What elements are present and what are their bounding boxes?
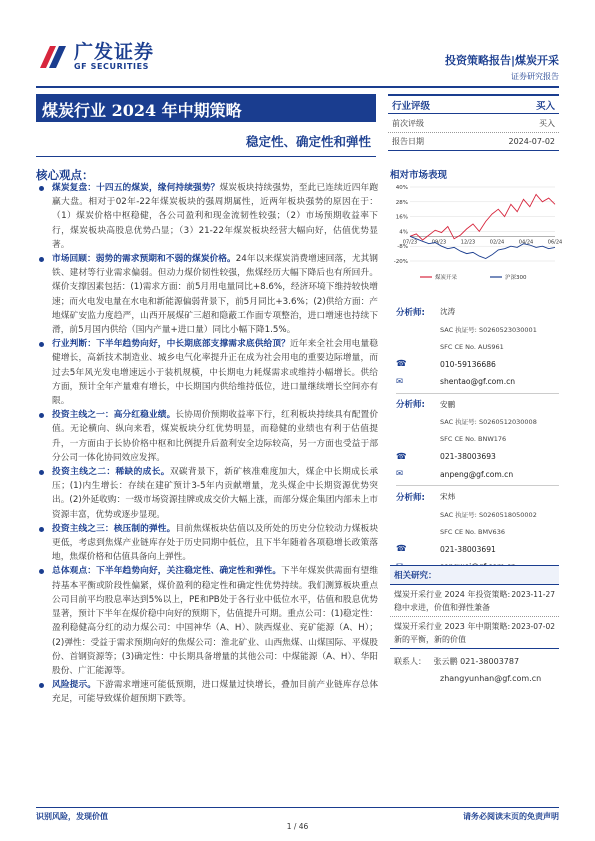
analyst-phone-row: [396, 448, 559, 466]
rating-head-label: 行业评级: [392, 100, 431, 112]
analyst-name-row: [396, 488, 559, 506]
para-heading: 行业判断：下半年趋势向好，中长期底部支撑需求底供给顶？: [52, 339, 290, 350]
analyst-role: 分析师:: [396, 492, 425, 503]
para-text: 24年以来煤炭消费增速回落，尤其钢铁、建材等行业需求偏弱。但动力煤价韧性较强，焦煤经历大幅下降后也有所回升。煤价支撑因素包括：(1)需求方面：前5月用电量同比+8.6%，经济环境下维持较快增速；而火电发电量在水电和新能源偏弱背景下，前5月同比+3.6%；(2)供给方面：产地煤矿安监力度趋严，山西开展煤矿三超和隐蔽工作面专项整治，进口增速也持续下滑，前5月国内供给（国内产量+进口量）同比小幅下降1.5%。: [52, 254, 378, 336]
gf-logo-icon: [36, 42, 70, 72]
para-text: 煤炭板块持续强势，至此已连续近四年跑赢大盘。相对于02年-22年煤炭板块的强周期属性，近两年板块强势的原因在于：（1）煤炭价格中枢稳健，各公司盈利和现金流韧性较强；（2）市场预期收益率下行，煤炭板块高股息优势凸显；（3）21-22年煤炭板块经营大幅向好，估值优势显著。: [52, 183, 379, 250]
related-item-date: 2023-11-27: [511, 590, 555, 599]
analyst-block: [396, 396, 559, 484]
mail-icon: ✉: [396, 469, 404, 480]
contact-block: [390, 648, 559, 691]
para-heading: 投资主线之一：高分红稳业绩。: [52, 410, 176, 421]
contact-email[interactable]: zhangyunhan@gf.com.cn: [440, 674, 542, 683]
analyst-role: 分析师:: [396, 307, 425, 318]
analyst-phone-row: [396, 356, 559, 374]
analyst-sac: SAC 执证号: S0260523030001: [440, 325, 537, 334]
rating-head: [388, 94, 559, 114]
analyst-role: 分析师:: [396, 400, 425, 411]
analyst-sac-row: [396, 321, 559, 339]
rating-row: [388, 114, 559, 132]
bullet-icon: [39, 257, 44, 262]
core-views: [36, 181, 378, 707]
related-item-text[interactable]: 煤炭开采行业 2023 年中期策略:新的平衡，新的价值: [394, 622, 511, 644]
rating-row-value: 2024-07-02: [508, 137, 555, 146]
analyst-sfc: SFC CE No. AUS961: [440, 342, 504, 351]
phone-icon: ☎: [396, 544, 407, 555]
rating-row: [388, 132, 559, 150]
para-text: 双碳背景下，新矿核准难度加大，煤企中长期成长承压；(1)内生增长：存续在建矿预计3-5年内贡献增量，龙头煤企中长期资源优势突出。(2)外延收购：一级市场资源挂牌或成交价大幅上涨，而部分煤企集团内部未上市资源丰富，优势或逐步显现。: [52, 467, 379, 520]
analyst-name: 安鹏: [440, 399, 456, 409]
core-paragraph: [36, 678, 378, 706]
logo-cn-text: 广发证券: [74, 41, 155, 63]
y-tick-label: 4%: [399, 229, 408, 236]
related-research: [390, 565, 559, 691]
contact-label: 联系人：: [394, 657, 426, 666]
para-text: 目前焦煤板块估值以及所处的历史分位较动力煤板块更低，考虑到焦煤产业链库存处于历史同期中低位，且下半年随着各项稳增长政策落地，焦煤价格和估值具备向上弹性。: [52, 523, 379, 563]
x-tick-label: 07/23: [402, 239, 418, 246]
page-number: 1 / 46: [286, 822, 309, 831]
para-text: 长协周价预期收益率下行，红利板块持续具有配置价值。无论横向、纵向来看，煤炭板块分红优势明显，而稳健的业绩也有利于估值提升，一方面由于长协价格中枢和比例提升后盈利安全边际较高，另一方面也受益于部分公司一体化协同效应发挥。: [52, 410, 379, 463]
analyst-sac: SAC 执证号: S0260518050002: [440, 510, 537, 519]
phone-icon: ☎: [396, 359, 407, 370]
core-paragraph: [36, 181, 378, 252]
analyst-sfc-row: [396, 523, 559, 541]
analyst-name: 宋炜: [440, 492, 456, 502]
x-tick-label: 09/23: [431, 239, 447, 246]
bullet-icon: [39, 470, 44, 475]
analyst-phone: 010-59136686: [440, 359, 496, 369]
para-heading: 煤炭复盘：十四五的煤炭，缘何持续强势？: [52, 183, 220, 193]
core-paragraph: [36, 465, 378, 522]
para-heading: 投资主线之二：稀缺的成长。: [52, 467, 170, 478]
para-text: 下游需求增速可能低预期，进口煤量过快增长，叠加目前产业链库存总体充足，可能导致煤价超预期下跌等。: [52, 680, 379, 705]
analyst-divider: [396, 393, 559, 394]
relative-performance-chart: [390, 181, 563, 285]
phone-icon: ☎: [396, 451, 407, 462]
para-heading: 风险提示。: [52, 680, 97, 691]
analyst-divider: [396, 485, 559, 486]
report-title: 煤炭行业 2024 年中期策略: [36, 94, 376, 122]
para-heading: 投资主线之三：核压制的弹性。: [52, 523, 176, 534]
para-heading: 总体观点：下半年趋势向好，关注稳定性、确定性和弹性。: [52, 566, 282, 577]
rating-row-label: 报告日期: [392, 137, 424, 146]
related-item[interactable]: [390, 585, 559, 616]
core-paragraph: [36, 564, 378, 678]
bullet-icon: [39, 413, 44, 418]
analyst-name-row: [396, 396, 559, 414]
chart-title: 相对市场表现: [390, 170, 448, 181]
x-tick-label: 02/24: [489, 239, 505, 246]
legend-label: 沪深300: [505, 275, 527, 281]
bullet-icon: [39, 342, 44, 347]
x-tick-label: 04/24: [518, 239, 534, 246]
y-tick-label: -20%: [393, 259, 408, 265]
bullet-icon: [39, 683, 44, 688]
legend-label: 煤炭开采: [435, 275, 458, 281]
subtitle-divider: [36, 156, 376, 157]
analyst-block: [396, 303, 559, 391]
analyst-sac-row: [396, 506, 559, 524]
analyst-sac-row: [396, 413, 559, 431]
rating-table: [388, 94, 559, 151]
analyst-sfc: SFC CE No. BMV636: [440, 527, 505, 536]
rating-row-label: 前次评级: [392, 118, 424, 128]
analyst-email-row: [396, 373, 559, 391]
core-paragraph: [36, 408, 378, 465]
analyst-sfc-row: [396, 338, 559, 356]
para-text: 近年来全社会用电量稳健增长，高新技术制造业、城乡电气化率提升正在成为社会用电的重要边际增量，而过去5年风光发电增速远小于装机规模，中长期电力耗煤需求或维持小幅增长。供给方面，预计全年产量难有增长，中长期国内供给维持低位，进口量继续增长空间亦有限。: [52, 339, 379, 407]
footer-divider: [36, 807, 559, 808]
related-item-date: 2023-07-02: [511, 622, 555, 631]
y-tick-label: 16%: [395, 214, 408, 221]
contact-name: 张云鹏 021-38003787: [433, 657, 520, 666]
analyst-sac: SAC 执证号: S0260512030008: [440, 418, 537, 427]
analyst-panel: [396, 303, 559, 576]
analyst-phone-row: [396, 541, 559, 559]
report-subtitle: 稳定性、确定性和弹性: [245, 134, 371, 149]
analyst-email[interactable]: anpeng@gf.com.cn: [440, 469, 514, 479]
core-paragraph: [36, 337, 378, 408]
para-text: 下半年煤炭供需面有望维持基本平衡或阶段性偏紧，煤价盈利的稳定性和确定性优势持续。我们测算板块重点公司目前平均股息率达到5%以上，PE和PB处于各行业中低位水平，估值和股息优势显著，预计下半年在煤价稳中向好的预期下，估值提升可期。重点公司：(1)稳定性：盈利稳健高分红的动力煤公司：中国神华（A、H）、陕西煤业、兖矿能源（A、H）；(2)弹性：受益于需求预期向好的焦煤公司：淮北矿业、山西焦煤、山煤国际、平煤股份、首钢资源等；(3)确定性：中长期具备增量的其他公司：中煤能源（A、H）、华阳股份、广汇能源等。: [52, 566, 379, 676]
analyst-email-row: [396, 466, 559, 484]
logo-en-text: GF SECURITIES: [74, 62, 150, 71]
mail-icon: ✉: [396, 376, 404, 387]
rating-row-value: 买入: [539, 118, 555, 128]
x-tick-label: 06/24: [547, 239, 563, 246]
related-item[interactable]: [390, 616, 559, 648]
y-tick-label: 28%: [395, 199, 408, 206]
related-item-text[interactable]: 煤炭开采行业 2024 年投资策略:稳中求进，价值和弹性兼备: [394, 590, 511, 612]
y-tick-label: 40%: [395, 185, 408, 191]
company-logo: [36, 42, 154, 72]
related-title: 相关研究：: [390, 565, 559, 585]
analyst-phone: 021-38003691: [440, 544, 496, 554]
x-tick-label: 12/23: [460, 239, 476, 246]
chart-svg: [390, 181, 563, 285]
footer-disclaimer[interactable]: 请务必阅读末页的免责声明: [463, 812, 559, 821]
y-tick-label: -8%: [397, 244, 408, 251]
para-heading: 市场回顾：弱势的需求预期和不弱的煤炭价格。: [52, 254, 236, 265]
report-subtype: 证券研究报告: [511, 72, 559, 81]
bullet-icon: [39, 527, 44, 532]
rating-divider: [388, 150, 559, 151]
analyst-phone: 021-38003693: [440, 452, 496, 462]
report-type: 投资策略报告|煤炭开采: [444, 54, 559, 67]
core-paragraph: [36, 522, 378, 565]
series-line: [410, 194, 555, 240]
core-paragraph: [36, 252, 378, 337]
core-views-title: 核心观点：: [36, 168, 94, 182]
analyst-name: 沈涛: [440, 307, 456, 317]
analyst-email[interactable]: shentao@gf.com.cn: [440, 377, 516, 387]
footer-slogan: 识别风险，发现价值: [36, 812, 108, 821]
bullet-icon: [39, 186, 44, 191]
analyst-name-row: [396, 303, 559, 321]
bullet-icon: [39, 569, 44, 574]
analyst-block: [396, 488, 559, 576]
analyst-sfc-row: [396, 431, 559, 449]
rating-head-value: 买入: [535, 100, 555, 112]
header-divider: [36, 86, 559, 88]
analyst-sfc: SFC CE No. BNW176: [440, 435, 507, 444]
